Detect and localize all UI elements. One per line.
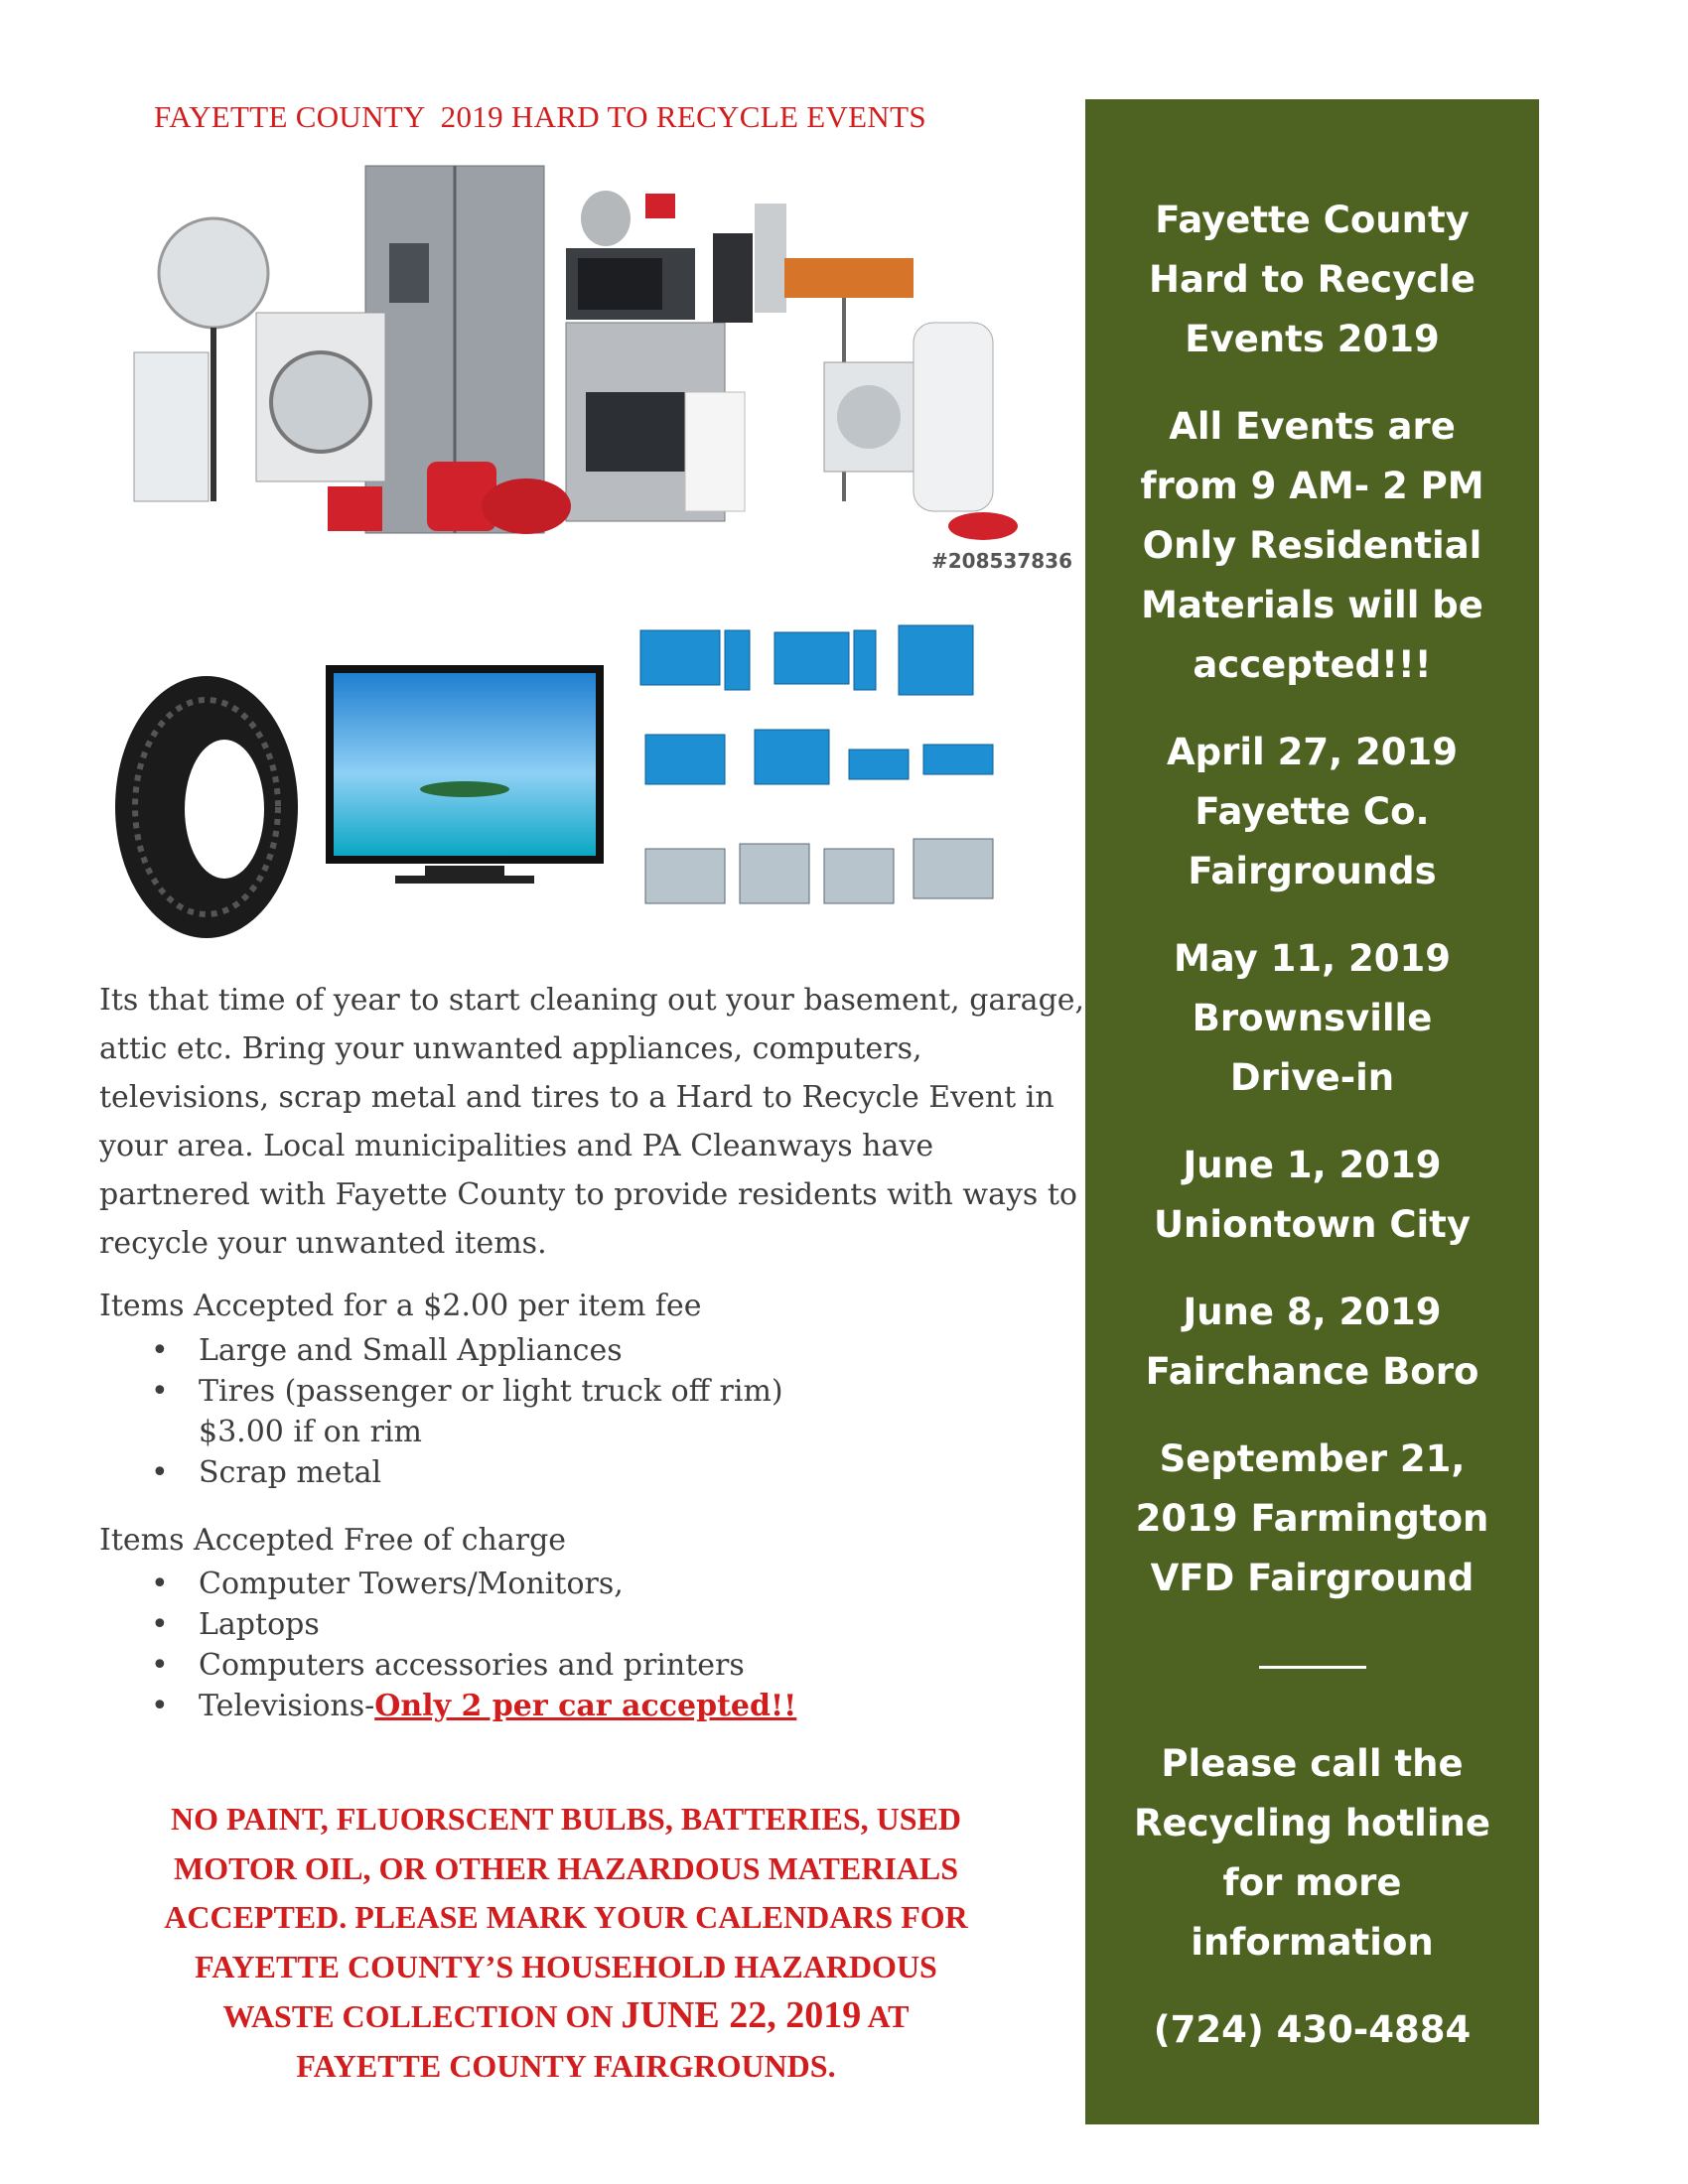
warning-line: ACCEPTED. PLEASE MARK YOUR CALENDARS FOR: [164, 1899, 968, 1935]
event-date: June 1, 2019: [1183, 1144, 1442, 1186]
tv-limit-note: Only 2 per car accepted!!: [374, 1689, 797, 1723]
event-date: May 11, 2019: [1173, 937, 1452, 980]
event-location: Brownsville: [1192, 997, 1433, 1039]
television-photo: [316, 655, 614, 913]
event-date: April 27, 2019: [1166, 731, 1459, 773]
sidebar-title: [1085, 191, 1539, 369]
warning-line: FAYETTE COUNTY’S HOUSEHOLD HAZARDOUS: [195, 1948, 937, 1984]
event-location: Drive-in: [1229, 1056, 1395, 1099]
warning-line: FAYETTE COUNTY FAIRGROUNDS.: [296, 2047, 836, 2084]
list-item-text: $3.00 if on rim: [199, 1415, 422, 1449]
free-list-heading: Items Accepted Free of charge: [99, 1523, 567, 1558]
call-info: [1085, 1734, 1539, 1973]
warning-text: AT: [861, 1998, 910, 2034]
warning-line: NO PAINT, FLUORSCENT BULBS, BATTERIES, USED: [170, 1801, 962, 1837]
stock-image-id: #208537836: [931, 549, 1073, 573]
list-item-tv: [99, 1686, 796, 1726]
event-entry: [1085, 929, 1539, 1108]
event-entry: [1085, 1283, 1539, 1402]
list-item: • Computers accessories and printers: [99, 1645, 796, 1686]
event-info-line: All Events are: [1169, 405, 1456, 448]
call-info-line: for more: [1222, 1861, 1402, 1904]
event-location: 2019 Farmington: [1135, 1497, 1489, 1540]
free-list: [99, 1564, 796, 1726]
event-entry: [1085, 1430, 1539, 1608]
intro-paragraph: [99, 976, 1085, 1268]
warning-line: MOTOR OIL, OR OTHER HAZARDOUS MATERIALS: [173, 1849, 959, 1886]
event-entry: [1085, 723, 1539, 901]
event-entry: [1085, 1136, 1539, 1255]
computers-illustration: [635, 620, 1023, 938]
call-info-line: Recycling hotline: [1134, 1802, 1490, 1844]
warning-text: WASTE COLLECTION ON: [222, 1998, 622, 2034]
hhw-date: JUNE 22, 2019: [621, 1994, 862, 2036]
intro-line: recycle your unwanted items.: [99, 1226, 547, 1261]
sidebar-title-line: Hard to Recycle: [1149, 258, 1476, 301]
sidebar-title-line: Fayette County: [1155, 199, 1470, 241]
call-info-line: Please call the: [1161, 1742, 1464, 1785]
event-info: [1085, 397, 1539, 695]
event-info-line: from 9 AM- 2 PM: [1140, 465, 1484, 507]
event-location: VFD Fairground: [1150, 1557, 1475, 1599]
fee-list: [99, 1330, 783, 1493]
event-info-line: Only Residential: [1142, 524, 1482, 567]
intro-line: attic etc. Bring your unwanted appliances, computers,: [99, 1031, 922, 1066]
list-item-continuation: [99, 1412, 783, 1452]
appliances-photo: [129, 164, 1067, 561]
list-item: • Large and Small Appliances: [99, 1330, 783, 1371]
list-item-text: Televisions-: [199, 1689, 375, 1723]
event-date: June 8, 2019: [1183, 1291, 1442, 1333]
intro-line: televisions, scrap metal and tires to a Hard to Recycle Event in: [99, 1080, 1055, 1115]
list-item: • Tires (passenger or light truck off rim): [99, 1371, 783, 1412]
intro-line: partnered with Fayette County to provide residents with ways to: [99, 1177, 1077, 1212]
hotline-phone: [1085, 2000, 1539, 2060]
list-item: • Laptops: [99, 1604, 796, 1645]
event-location: Fayette Co.: [1195, 790, 1430, 833]
list-item: • Computer Towers/Monitors,: [99, 1564, 796, 1604]
event-location: Uniontown City: [1154, 1203, 1471, 1246]
hazardous-warning: [99, 1795, 1033, 2091]
sidebar-divider: [1259, 1666, 1366, 1669]
tire-photo: [107, 670, 306, 943]
phone-number: (724) 430-4884: [1153, 2008, 1472, 2051]
computers-photo: [635, 620, 1023, 938]
intro-line: Its that time of year to start cleaning out your basement, garage,: [99, 983, 1085, 1018]
fee-list-heading: Items Accepted for a $2.00 per item fee: [99, 1289, 702, 1323]
tire-illustration: [107, 670, 306, 943]
event-info-line: accepted!!!: [1193, 643, 1432, 686]
sidebar-title-line: Events 2019: [1185, 318, 1440, 360]
event-info-line: Materials will be: [1141, 584, 1483, 626]
events-sidebar: [1085, 99, 1539, 2124]
intro-line: your area. Local municipalities and PA Cleanways have: [99, 1129, 934, 1163]
event-date: September 21,: [1159, 1437, 1466, 1480]
appliances-illustration: [129, 164, 1067, 561]
television-illustration: [316, 655, 614, 913]
event-location: Fairgrounds: [1188, 850, 1437, 892]
warning-line: [99, 1991, 1033, 2042]
event-location: Fairchance Boro: [1145, 1350, 1479, 1393]
call-info-line: information: [1191, 1921, 1434, 1964]
page-title: FAYETTE COUNTY 2019 HARD TO RECYCLE EVENTS: [154, 99, 926, 134]
list-item: • Scrap metal: [99, 1452, 783, 1493]
